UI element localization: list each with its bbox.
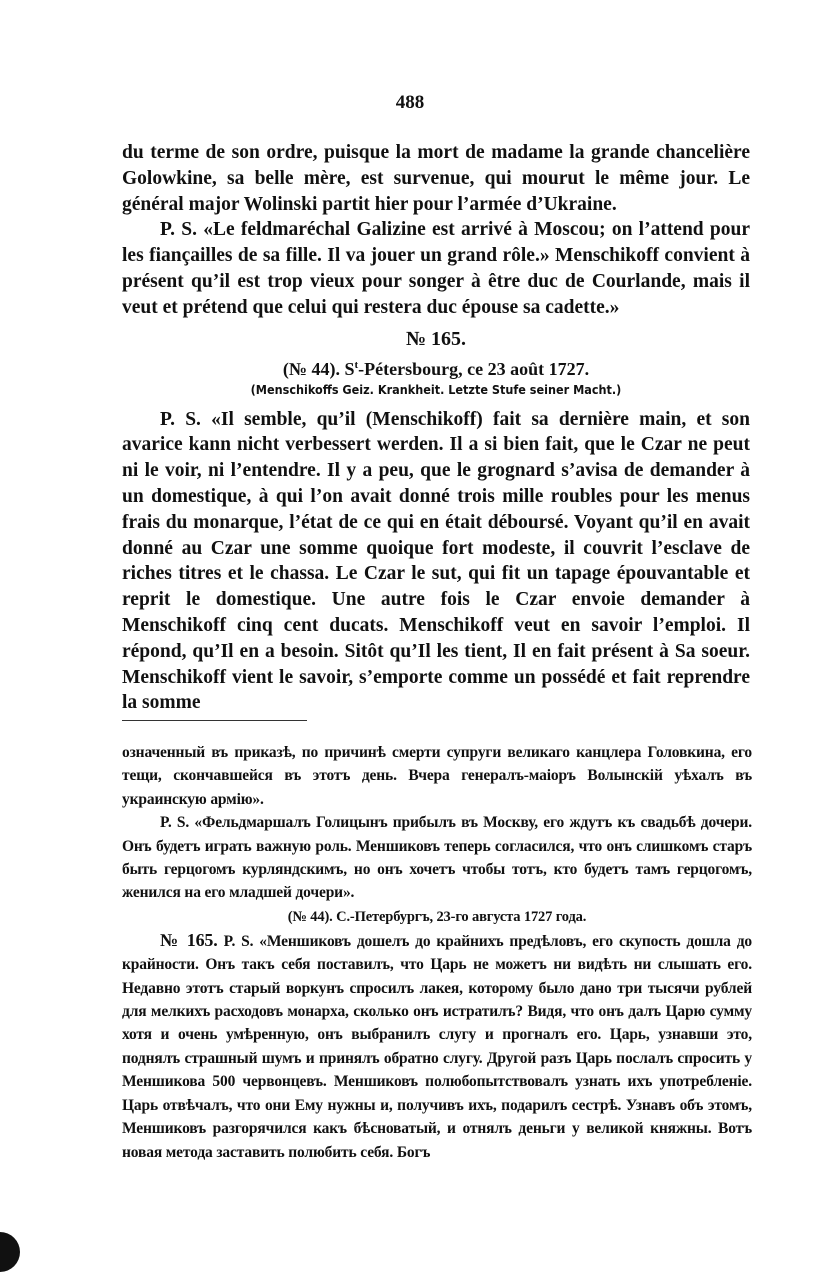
french-paragraph-2: P. S. «Le feldmaréchal Galizine est arrivé à Moscou; on l’attend pour les fiançailles de sa fille. Il va jouer un grand rôle.» Menschikoff convient à présent qu’il est trop vieux pour songer à être duc de Courlande, mais il veut et prétend que celui qui restera duc épouse sa cadette.» xyxy=(122,219,750,318)
scan-corner-mark xyxy=(0,1232,20,1272)
russian-dateline: (№ 44). С.-Петербургъ, 23-го августа 1727 года. xyxy=(287,908,587,925)
french-paragraph-1: du terme de son ordre, puisque la mort de madame la grande chancelière Golowkine, sa belle mère, est survenue, qui mourut le même jour. Le général major Wolinski partit hier pour l’armée d’Ukraine. xyxy=(122,142,750,215)
french-section xyxy=(122,140,750,716)
russian-paragraph-3 xyxy=(122,929,752,1164)
superscript-t: t xyxy=(354,358,359,371)
document-number-heading: № 165. xyxy=(405,327,467,350)
russian-paragraph-2: P. S. «Фельдмаршалъ Голицынъ прибылъ въ Москву, его ждутъ къ свадьбѣ дочери. Онъ будетъ играть важную роль. Меншиковъ теперь согласился, что онъ слишкомъ старъ быть герцогомъ курляндскимъ, но онъ хочетъ чтобы тотъ, кто будетъ тамъ герцогомъ, женился на его младшей дочери». xyxy=(122,814,752,902)
footnote-divider xyxy=(122,720,307,721)
russian-translation-section xyxy=(122,741,752,1164)
french-dateline: (№ 44). $S^t$-Pétersbourg, ce 23 août 1727. xyxy=(282,358,590,379)
page-number: 488 xyxy=(395,92,425,113)
russian-paragraph-3-text: P. S. «Меншиковъ дошелъ до крайнихъ предѣловъ, его скупость дошла до крайности. Онъ такъ себя поставилъ, что Царь не можетъ ни видѣть ни слышать его. Недавно этотъ старый воркунъ спросилъ лакея, которому было дано три тысячи рублей для мелкихъ расходовъ монарха, сколько онъ истратилъ? Видя, что онъ далъ Царю сумму хотя и очень умѣренную, онъ выбранилъ слугу и прогналъ его. Царь, узнавши это, поднялъ страшный шумъ и принялъ обратно слугу. Другой разъ Царь послалъ спросить у Меншикова 500 червонцевъ. Меншиковъ полюбопытствовалъ узнать ихъ употребленіе. Царь отвѣчалъ, что они Ему нужны и, получивъ ихъ, подарилъ сестрѣ. Узнавъ объ этомъ, Меншиковъ разгорячился какъ бѣсноватый, и отнялъ деньги у великой княжны. Вотъ новая метода заставить полюбить себя. Богъ xyxy=(122,932,752,1161)
russian-document-number: № 165. xyxy=(160,929,218,950)
french-paragraph-3: P. S. «Il semble, qu’il (Menschikoff) fait sa dernière main, et son avarice kann nicht verbessert werden. Il a si bien fait, que le Czar ne peut ni le voir, ni l’entendre. Il y a peu, que le grognard s’avisa de demander à un domestique, à qui l’on avait donné trois mille roubles pour les menus frais du monarque, l’état de ce qui en était déboursé. Voyant qu’il en avait donné au Czar une somme quoique fort modeste, il couvrit l’esclave de riches titres et le chassa. Le Czar le sut, qui fit un tapage épouvantable et reprit le domestique. Une autre fois le Czar envoie demander à Menschikoff cinq cent ducats. Menschikoff veut en savoir l’emploi. Il répond, qu’Il en a besoin. Sitôt qu’Il les tient, Il en fait présent à Sa soeur. Menschikoff vient le savoir, s’emporte comme un possédé et fait reprendre la somme xyxy=(122,408,750,714)
document-subtitle: (Menschikoffs Geiz. Krankheit. Letzte Stufe seiner Macht.) xyxy=(250,381,622,397)
russian-paragraph-1: означенный въ приказѣ, по причинѣ смерти супруги великаго канцлера Головкина, его тещи, скончавшейся въ этотъ день. Вчера генералъ-маіоръ Волынскій уѣхалъ въ украинскую армію». xyxy=(122,744,752,808)
